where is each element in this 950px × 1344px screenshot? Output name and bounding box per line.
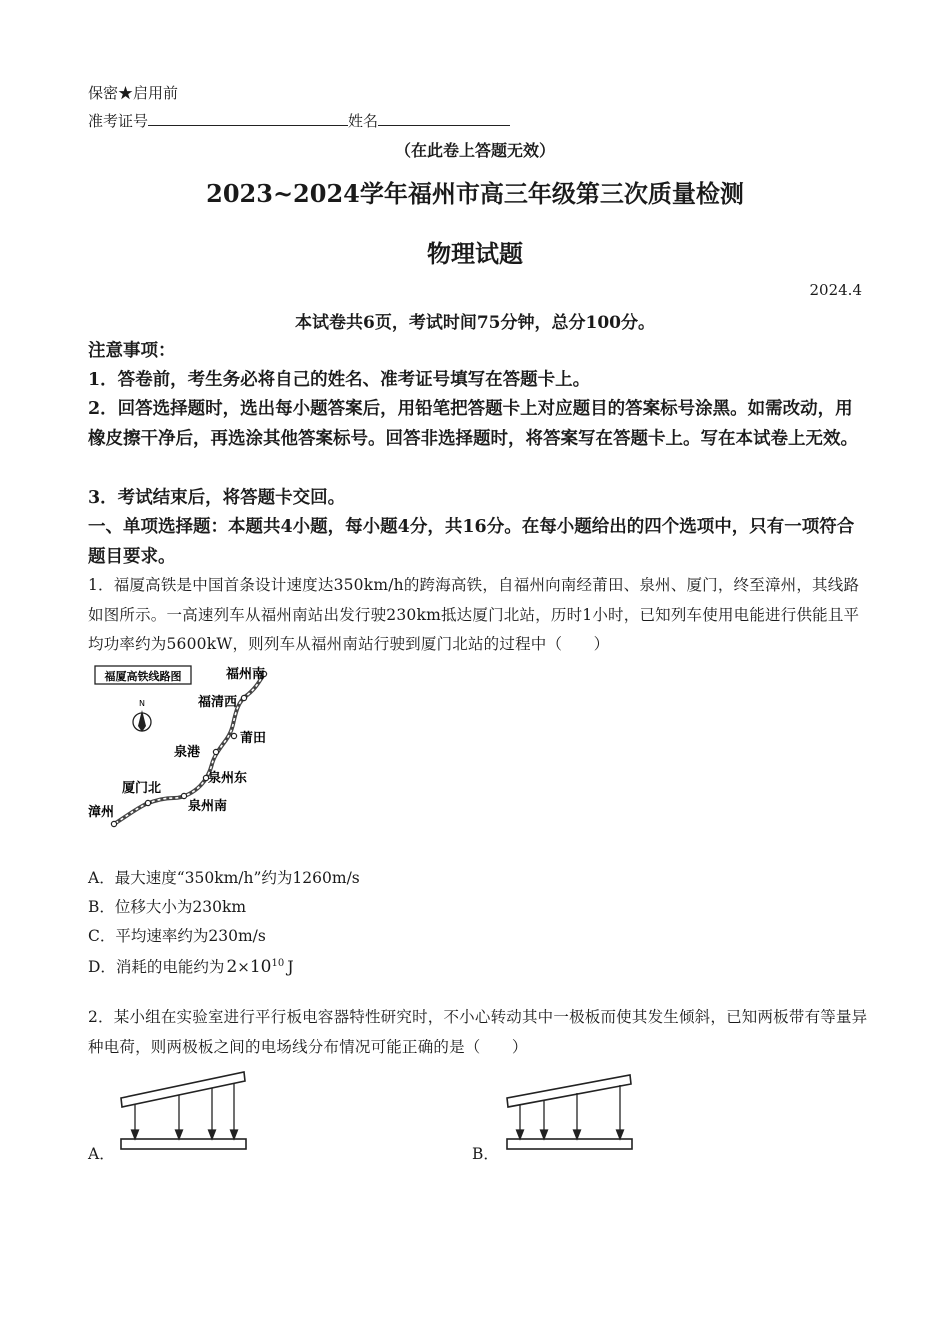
q1-option-d-coef: 2 xyxy=(226,957,238,977)
station-marker xyxy=(213,749,218,754)
station-label-fuzhounan: 福州南 xyxy=(226,667,266,682)
q2-option-a-diagram[interactable] xyxy=(118,1068,250,1154)
subject-title: 物理试题 xyxy=(427,239,523,268)
station-label-quangang: 泉港 xyxy=(174,745,201,760)
station-marker xyxy=(145,800,150,805)
secret-label: 保密★启用前 xyxy=(88,84,179,102)
q1-option-d-text: D．消耗的电能约为 xyxy=(88,958,225,976)
exam-date: 2024.4 xyxy=(809,281,862,299)
admission-number-blank[interactable] xyxy=(148,111,348,126)
q1-option-d-unit: J xyxy=(287,957,294,976)
notice-heading: 注意事项： xyxy=(88,341,176,361)
q1-option-d[interactable] xyxy=(88,955,294,977)
candidate-info-line xyxy=(88,110,510,131)
notice-item-1: 1．答卷前，考生务必将自己的姓名、准考证号填写在答题卡上。 xyxy=(88,370,591,390)
bottom-plate xyxy=(121,1139,246,1149)
station-label-quanzhoudong: 泉州东 xyxy=(208,771,248,786)
compass-icon xyxy=(133,699,151,732)
compass-north-label: N xyxy=(139,699,145,708)
q2-option-b-diagram[interactable] xyxy=(504,1072,636,1154)
q1-stem: 1．福厦高铁是中国首条设计速度达350km/h的跨海高铁，自福州向南经莆田、泉州、厦门，终至漳州，其线路如图所示。一高速列车从福州南站出发行驶230km抵达厦门北站，历时1小时，已知列车使用电能进行供能且平均功率约为5600kW，则列车从福州南站行驶到厦门北站的过程中（ ） xyxy=(88,576,860,653)
station-label-fuqingxi: 福清西 xyxy=(198,695,238,710)
q1-option-b[interactable]: B．位移大小为230km xyxy=(88,898,247,916)
notice-item-2: 2．回答选择题时，选出每小题答案后，用铅笔把答题卡上对应题目的答案标号涂黑。如需改动，用橡皮擦干净后，再选涂其他答案标号。回答非选择题时，将答案写在答题卡上。写在本试卷上无效。 xyxy=(88,399,858,449)
q2-option-a-label[interactable]: A． xyxy=(88,1145,115,1163)
station-marker xyxy=(111,821,116,826)
station-marker xyxy=(181,793,186,798)
notice-item-3: 3．考试结束后，将答题卡交回。 xyxy=(88,488,346,508)
station-marker xyxy=(231,733,236,738)
station-label-zhangzhou: 漳州 xyxy=(88,805,115,820)
no-answer-note: （在此卷上答题无效） xyxy=(394,141,555,160)
station-label-xiamenbei: 厦门北 xyxy=(122,781,162,796)
q1-option-d-base: 10 xyxy=(249,957,272,977)
tilted-plate xyxy=(507,1075,631,1107)
tilted-plate xyxy=(121,1072,245,1107)
exam-title: 2023~2024学年福州市高三年级第三次质量检测 xyxy=(206,179,744,208)
exam-info: 本试卷共6页，考试时间75分钟，总分100分。 xyxy=(295,313,655,333)
section-heading: 一、单项选择题：本题共4小题，每小题4分，共16分。在每小题给出的四个选项中，只有一项符合题目要求。 xyxy=(88,517,855,567)
q1-option-d-exponent: 10 xyxy=(271,957,285,969)
name-blank[interactable] xyxy=(378,111,510,126)
station-label-putian: 莆田 xyxy=(240,731,267,746)
map-title: 福厦高铁线路图 xyxy=(104,670,182,683)
railway-map xyxy=(88,660,288,832)
admission-number-label: 准考证号 xyxy=(88,112,149,130)
q1-option-a[interactable]: A．最大速度“350km/h”约为1260m/s xyxy=(88,869,360,887)
q1-option-c[interactable]: C．平均速率约为230m/s xyxy=(88,927,266,945)
station-marker xyxy=(241,695,246,700)
q1-option-d-times: × xyxy=(237,958,250,976)
q2-stem: 2．某小组在实验室进行平行板电容器特性研究时，不小心转动其中一极板而使其发生倾斜，已知两板带有等量异种电荷，则两极板之间的电场线分布情况可能正确的是（ ） xyxy=(88,1008,868,1056)
bottom-plate xyxy=(507,1139,632,1149)
station-label-quanzhounan: 泉州南 xyxy=(188,799,228,814)
q2-option-b-label[interactable]: B． xyxy=(472,1145,499,1163)
name-label: 姓名 xyxy=(348,112,379,130)
